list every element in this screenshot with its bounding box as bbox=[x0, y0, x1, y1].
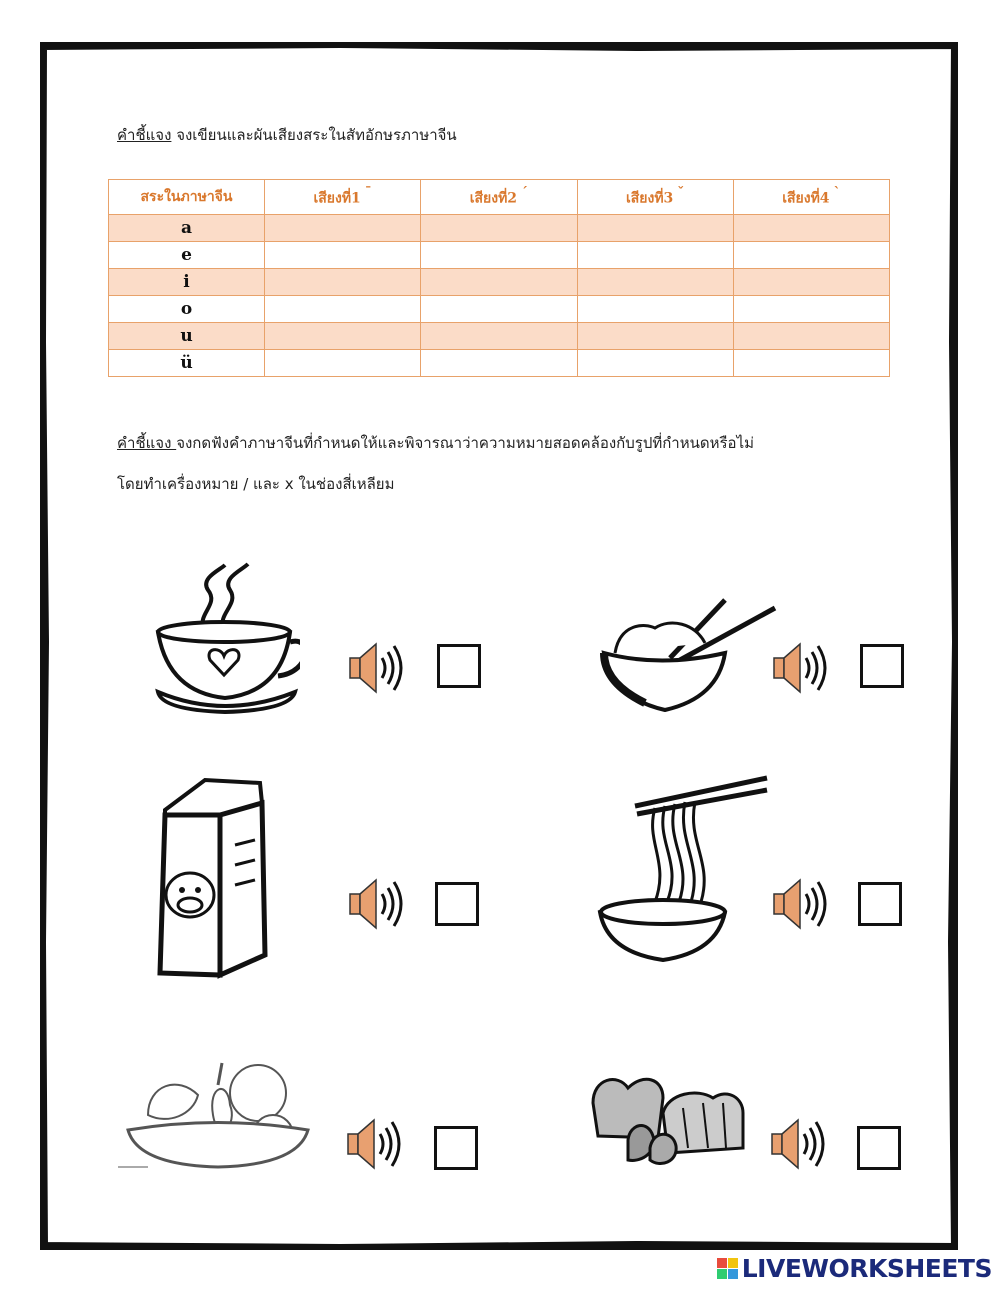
logo-tiles-icon bbox=[717, 1258, 738, 1279]
answer-cell[interactable] bbox=[421, 242, 577, 269]
answer-checkbox[interactable] bbox=[434, 1126, 478, 1170]
vowel-o: o bbox=[109, 296, 265, 323]
instruction-2-text: จงกดฟังคำภาษาจีนที่กำหนดให้และพิจารณาว่าความหมายสอดคล้องกับรูปที่กำหนดหรือไม่ bbox=[176, 434, 754, 452]
answer-checkbox[interactable] bbox=[435, 882, 479, 926]
header-tone-4: เสียงที่4 ` bbox=[733, 180, 889, 215]
brand-name: LIVEWORKSHEETS bbox=[741, 1254, 992, 1283]
answer-cell[interactable] bbox=[577, 296, 733, 323]
table-row bbox=[109, 323, 890, 350]
speaker-icon[interactable] bbox=[770, 638, 830, 698]
speaker-icon[interactable] bbox=[346, 874, 406, 934]
bread-image bbox=[588, 1068, 748, 1173]
rice-bowl-image bbox=[600, 598, 780, 718]
answer-cell[interactable] bbox=[265, 350, 421, 377]
answer-checkbox[interactable] bbox=[858, 882, 902, 926]
tone-mark-1: ¯ bbox=[364, 184, 372, 201]
instruction-1 bbox=[117, 123, 457, 147]
answer-cell[interactable] bbox=[733, 350, 889, 377]
answer-cell[interactable] bbox=[733, 323, 889, 350]
tone-mark-2: ´ bbox=[521, 184, 529, 201]
vowel-e: e bbox=[109, 242, 265, 269]
answer-cell[interactable] bbox=[265, 296, 421, 323]
tone-mark-3: ˇ bbox=[677, 184, 685, 201]
vowel-u: u bbox=[109, 323, 265, 350]
answer-cell[interactable] bbox=[265, 215, 421, 242]
fruit-bowl-image bbox=[118, 1055, 323, 1175]
tone-table bbox=[108, 179, 890, 377]
header-tone-3: เสียงที่3 ˇ bbox=[577, 180, 733, 215]
answer-checkbox[interactable] bbox=[437, 644, 481, 688]
header-vowel: สระในภาษาจีน bbox=[109, 180, 265, 215]
answer-checkbox[interactable] bbox=[857, 1126, 901, 1170]
instruction-1-text: จงเขียนและผันเสียงสระในสัทอักษรภาษาจีน bbox=[171, 126, 457, 144]
instruction-2-lead: คำชี้แจง bbox=[117, 434, 177, 452]
vowel-u-umlaut: ü bbox=[109, 350, 265, 377]
answer-checkbox[interactable] bbox=[860, 644, 904, 688]
instruction-1-lead: คำชี้แจง bbox=[117, 126, 172, 144]
noodle-bowl-image bbox=[595, 772, 770, 967]
tea-cup-image bbox=[150, 560, 300, 720]
liveworksheets-logo bbox=[717, 1254, 992, 1283]
speaker-icon[interactable] bbox=[346, 638, 406, 698]
vowel-a: a bbox=[109, 215, 265, 242]
answer-cell[interactable] bbox=[577, 350, 733, 377]
instruction-2 bbox=[117, 431, 754, 455]
table-row bbox=[109, 215, 890, 242]
answer-cell[interactable] bbox=[733, 215, 889, 242]
answer-cell[interactable] bbox=[421, 269, 577, 296]
table-row bbox=[109, 269, 890, 296]
answer-cell[interactable] bbox=[733, 242, 889, 269]
speaker-icon[interactable] bbox=[768, 1114, 828, 1174]
vowel-i: i bbox=[109, 269, 265, 296]
answer-cell[interactable] bbox=[265, 323, 421, 350]
answer-cell[interactable] bbox=[421, 350, 577, 377]
table-header-row bbox=[109, 180, 890, 215]
table-row bbox=[109, 350, 890, 377]
milk-carton-image bbox=[150, 775, 275, 980]
answer-cell[interactable] bbox=[421, 323, 577, 350]
answer-cell[interactable] bbox=[265, 242, 421, 269]
answer-cell[interactable] bbox=[265, 269, 421, 296]
table-row bbox=[109, 242, 890, 269]
answer-cell[interactable] bbox=[577, 242, 733, 269]
speaker-icon[interactable] bbox=[344, 1114, 404, 1174]
answer-cell[interactable] bbox=[733, 269, 889, 296]
answer-cell[interactable] bbox=[733, 296, 889, 323]
header-tone-1: เสียงที่1 ¯ bbox=[265, 180, 421, 215]
answer-cell[interactable] bbox=[577, 323, 733, 350]
speaker-icon[interactable] bbox=[770, 874, 830, 934]
answer-cell[interactable] bbox=[421, 215, 577, 242]
answer-cell[interactable] bbox=[577, 269, 733, 296]
table-row bbox=[109, 296, 890, 323]
tone-mark-4: ` bbox=[833, 184, 841, 201]
instruction-2-line-2: โดยทำเครื่องหมาย / และ x ในช่องสี่เหลียม bbox=[117, 475, 395, 493]
answer-cell[interactable] bbox=[577, 215, 733, 242]
header-tone-2: เสียงที่2 ´ bbox=[421, 180, 577, 215]
answer-cell[interactable] bbox=[421, 296, 577, 323]
